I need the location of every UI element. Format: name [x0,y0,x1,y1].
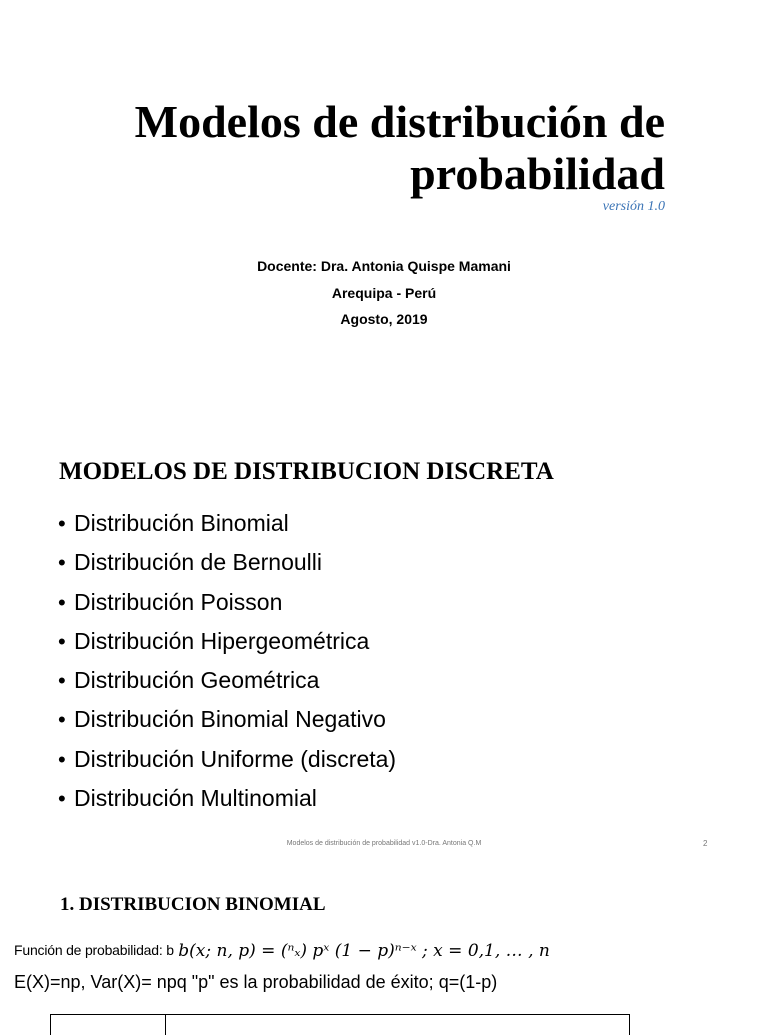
bullet-icon: • [58,550,66,576]
teacher-name: Docente: Dra. Antonia Quispe Mamani [257,258,511,274]
bullet-icon: • [58,668,66,694]
bullet-icon: • [58,746,66,772]
expectation-variance: E(X)=np, Var(X)= npq "p" es la probabilidad de éxito; q=(1-p) [14,972,498,992]
slide-footer: Modelos de distribución de probabilidad v1.0-Dra. Antonia Q.M [286,840,482,847]
bullet-icon: • [58,707,66,733]
list-item: • Distribución Binomial [58,504,396,543]
section-heading: MODELOS DE DISTRIBUCION DISCRETA [59,458,554,485]
binomial-formula: b(x; n, p) = (ⁿₓ) pˣ (1 − p)ⁿ⁻ˣ ; x = 0,1, … , n [178,941,550,961]
page-number: 2 [703,839,708,848]
list-item: • Distribución Hipergeométrica [58,622,396,661]
version-label: versión 1.0 [602,199,665,214]
bullet-icon: • [58,511,66,536]
bullet-icon: • [58,628,66,654]
binomial-heading: 1. DISTRIBUCION BINOMIAL [60,894,326,915]
probability-function [14,940,550,960]
bullet-icon: • [58,589,66,615]
presentation-title: Modelos de distribución de probabilidad [134,96,665,199]
location: Arequipa - Perú [331,285,437,301]
table-divider [165,1015,166,1035]
table-frame [50,1014,630,1035]
bullet-icon: • [58,786,66,812]
list-item: • Distribución Geométrica [58,661,396,700]
list-item: • Distribución de Bernoulli [58,543,396,582]
slide-discrete-models [0,440,768,860]
probability-label: Función de probabilidad: b [14,942,174,958]
list-item: • Distribución Binomial Negativo [58,700,396,739]
list-item: • Distribución Uniforme (discreta) [58,740,396,779]
date: Agosto, 2019 [340,311,428,327]
list-item: • Distribución Multinomial [58,779,396,818]
list-item: • Distribución Poisson [58,583,396,622]
distribution-list [58,504,396,818]
slide-title [0,0,768,420]
